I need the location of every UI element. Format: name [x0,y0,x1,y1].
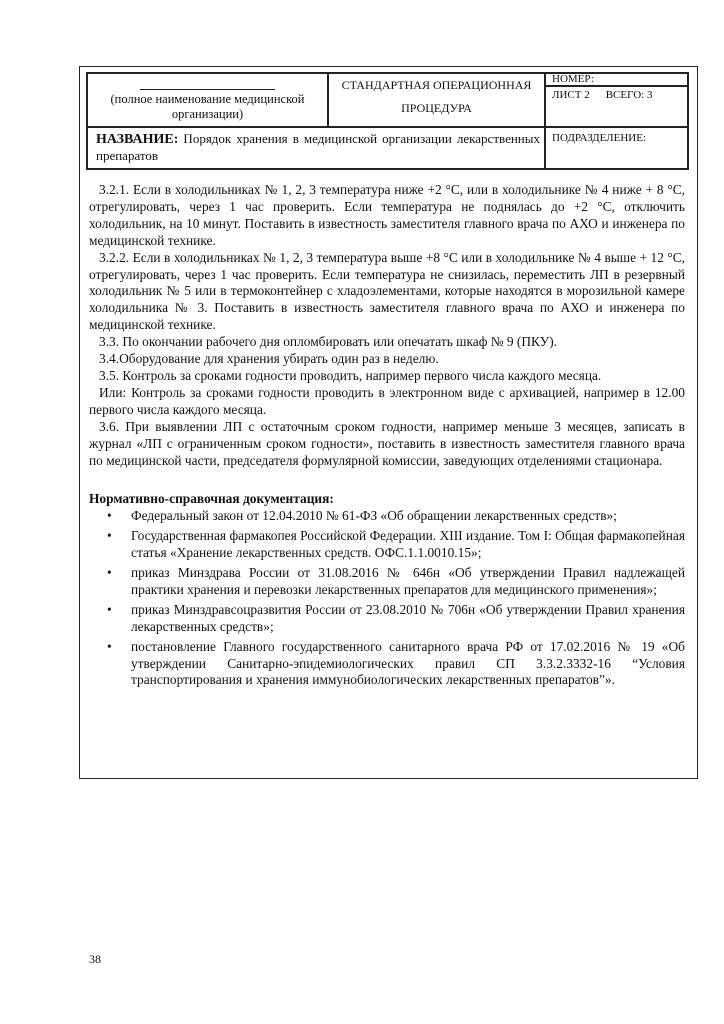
paragraph-3-3: 3.3. По окончании рабочего дня опломбировать или опечатать шкаф № 9 (ПКУ). [99,334,558,350]
refs-item: • постановление Главного государственного санитарного врача РФ от 17.02.2016 № 19 «Об утверждении Санитарно-эпидемиологических правил СП 3.3.2.3332-16 “Условия транспортирования и хранения иммунобиологических лекарственных препаратов”». [131,639,685,690]
refs-item: • приказ Минздравсоцразвития России от 23.08.2010 № 706н «Об утверждении Правил хранения лекарственных средств»; [131,602,685,636]
total-label: ВСЕГО: 3 [605,89,653,101]
paragraph-3-4: 3.4.Оборудование для хранения убирать один раз в неделю. [99,351,439,367]
organization-caption: (полное наименование медицинской организации) [110,92,305,121]
paragraph-3-6: 3.6. При выявлении ЛП с остаточным сроком годности, например меньше 3 месяцев, записать в журнал «ЛП с ограниченным сроком годности», поставить в известность заместителя главного врача по медицинской части, председателя формулярной комиссии, заведующих отделениями стационара. [89,418,685,468]
sop-title-line-1: СТАНДАРТНАЯ ОПЕРАЦИОННАЯ [341,78,532,92]
sheet-cell [545,86,688,127]
paragraph-alternative: Или: Контроль за сроками годности проводить в электронном виде с архивацией, например в 12.00 первого числа каждого месяца. [89,384,685,417]
sop-header-table [86,72,689,170]
refs-item: • Государственная фармакопея Российской Федерации. XIII издание. Том I: Общая фармакопейная статья «Хранение лекарственных средств. ОФС.1.1.0010.15»; [131,528,685,562]
name-cell [87,127,545,169]
sop-title-line-2: ПРОЦЕДУРА [401,101,472,115]
number-cell: НОМЕР: [545,73,688,86]
refs-list [89,508,685,689]
refs-item: • Федеральный закон от 12.04.2010 № 61-ФЗ «Об обращении лекарственных средств»; [131,508,685,525]
refs-heading: Нормативно-справочная документация: [89,491,334,507]
paragraph-3-2-1: 3.2.1. Если в холодильниках № 1, 2, 3 температура ниже +2 °С, или в холодильнике № 4 ниже + 8 °С, отрегулировать, через 1 час проверить. Если температура не поднялась до +2 °С, отключить холодильник, на 10 минут. Поставить в известность заместителя главного врача по АХО и инженера по медицинской технике. [89,182,685,248]
document-body [89,182,685,692]
refs-item: • приказ Минздрава России от 31.08.2016 № 646н «Об утверждении Правил надлежащей практики хранения и перевозки лекарственных препаратов для медицинского применения»; [131,565,685,599]
name-text: Порядок хранения в медицинской организации лекарственных препаратов [96,131,540,163]
organization-cell [87,73,328,127]
page-number: 38 [89,952,101,966]
name-label: НАЗВАНИЕ: [96,132,179,147]
organization-blank-line [140,89,275,90]
paragraph-3-2-2: 3.2.2. Если в холодильниках № 1, 2, 3 температура выше +8 °С или в холодильнике № 4 выше + 12 °С, отрегулировать, через 1 час проверить. Если температура не снизилась, переместить ЛП в резервный холодильник № 5 или в термоконтейнер с хладоэлементами, которые находятся в морозильной камере холодильника № 3. Поставить в известность заместителя главного врача по АХО и инженера по медицинской технике. [89,249,685,333]
sop-title-cell [328,73,545,127]
division-cell: ПОДРАЗДЕЛЕНИЕ: [545,127,688,169]
paragraph-3-5: 3.5. Контроль за сроками годности проводить, например первого числа каждого месяца. [99,367,602,383]
sheet-label: ЛИСТ 2 [552,89,590,101]
